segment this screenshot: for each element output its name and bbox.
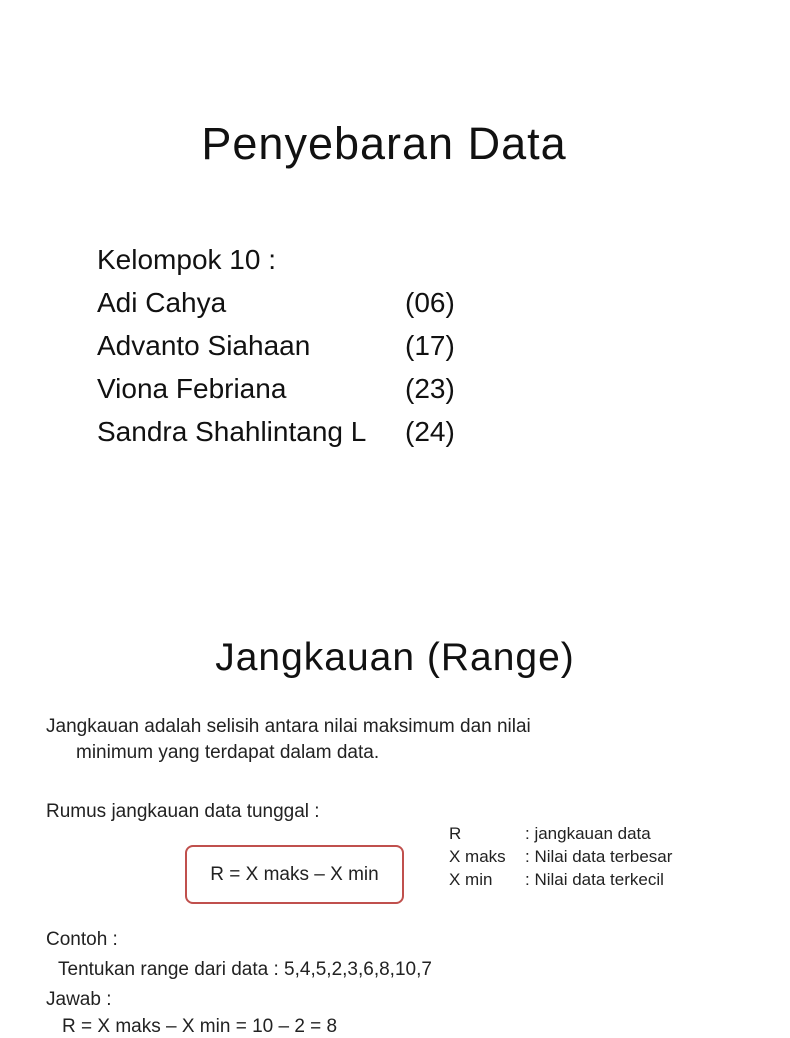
answer-label: Jawab : bbox=[46, 989, 112, 1010]
member-name: Adi Cahya bbox=[97, 287, 227, 318]
group-label: Kelompok 10 : bbox=[97, 244, 276, 275]
example-text: Tentukan range dari data : 5,4,5,2,3,6,8,10,7 bbox=[58, 959, 432, 980]
member-name: Viona Febriana bbox=[97, 373, 287, 404]
example-label: Contoh : bbox=[46, 929, 118, 950]
legend-symbol: R bbox=[449, 824, 462, 843]
legend-symbol: X min bbox=[449, 870, 493, 889]
legend-description: : jangkauan data bbox=[525, 824, 651, 843]
member-name: Sandra Shahlintang L bbox=[97, 416, 367, 447]
member-row bbox=[97, 367, 455, 410]
legend-row bbox=[449, 822, 672, 845]
range-definition bbox=[46, 714, 726, 766]
example-section bbox=[46, 925, 432, 1015]
member-number: (23) bbox=[405, 373, 455, 404]
legend-symbol: X maks bbox=[449, 847, 506, 866]
member-row bbox=[97, 324, 455, 367]
definition-line-1: Jangkauan adalah selisih antara nilai maksimum dan nilai bbox=[46, 716, 531, 737]
member-name: Advanto Siahaan bbox=[97, 330, 311, 361]
member-number: (17) bbox=[405, 330, 455, 361]
slide2-title: Jangkauan (Range) bbox=[215, 636, 575, 679]
member-row bbox=[97, 281, 455, 324]
answer-partial: R = X maks – X min = 10 – 2 = 8 bbox=[62, 1016, 338, 1037]
legend-row bbox=[449, 845, 672, 868]
legend-description: : Nilai data terkecil bbox=[525, 870, 664, 889]
member-number: (06) bbox=[405, 287, 455, 318]
legend-description: : Nilai data terbesar bbox=[525, 847, 673, 866]
member-row bbox=[97, 410, 455, 453]
formula-box bbox=[185, 845, 404, 904]
definition-line-2: minimum yang terdapat dalam data. bbox=[76, 742, 380, 763]
legend-row bbox=[449, 868, 672, 891]
slide1-title: Penyebaran Data bbox=[201, 118, 567, 169]
formula-legend bbox=[449, 822, 672, 891]
group-members bbox=[97, 238, 455, 453]
member-number: (24) bbox=[405, 416, 455, 447]
formula-label: Rumus jangkauan data tunggal : bbox=[46, 801, 320, 822]
formula-text: R = X maks – X min bbox=[210, 863, 379, 885]
